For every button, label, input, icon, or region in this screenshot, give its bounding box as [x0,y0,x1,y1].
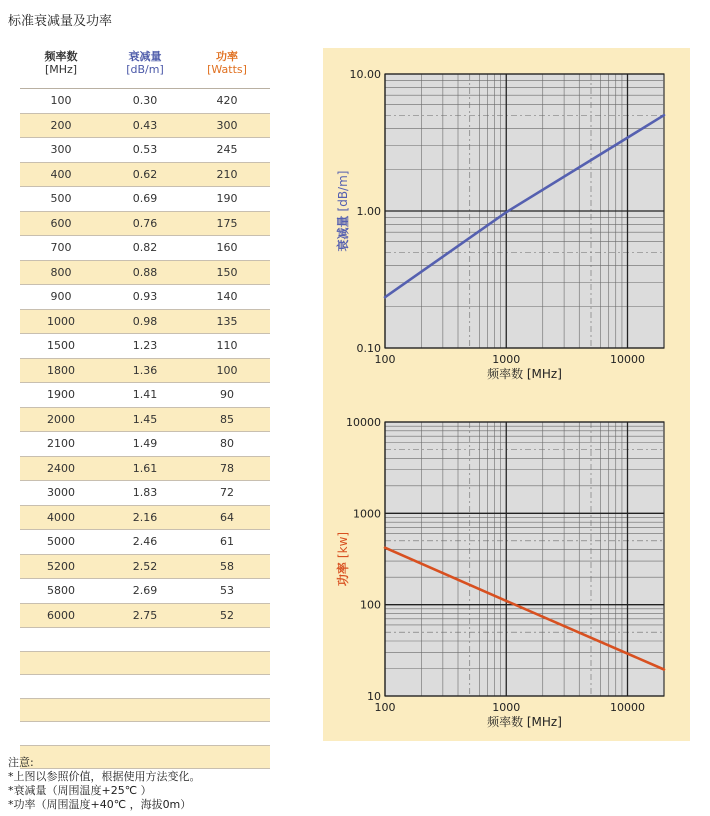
y-tick-label: 1000 [353,507,381,521]
table-row [20,530,270,555]
y-tick-label: 10 [367,690,381,703]
atten-cell: 2.52 [132,559,158,573]
atten-cell: 1.36 [132,363,158,377]
y-tick-label: 0.10 [356,342,381,355]
y-tick-label: 10000 [346,416,381,429]
header-attenuation: 衰减量 [dB/m] [126,50,164,76]
freq-cell: 300 [50,143,72,156]
power-cell: 245 [216,143,238,156]
table-row [20,506,270,531]
x-axis-label: 频率数 [MHz] [487,715,562,729]
freq-cell: 1900 [47,388,75,401]
power-cell: 80 [220,437,234,450]
power-cell: 78 [220,461,234,475]
freq-cell: 700 [50,241,72,254]
power-cell: 53 [220,584,234,597]
y-tick-label: 100 [360,598,381,612]
table-row [20,334,270,359]
power-cell: 150 [216,265,238,279]
atten-cell: 0.43 [132,118,158,132]
table-row [20,114,270,139]
table-row [20,432,270,457]
table-row [20,579,270,604]
freq-cell: 600 [50,216,72,230]
atten-cell: 1.61 [132,461,158,475]
freq-cell: 6000 [47,608,75,622]
table-row [20,89,270,114]
power-cell: 72 [220,486,234,499]
atten-cell: 0.76 [132,216,158,230]
empty-row [20,675,270,699]
table-row [20,383,270,408]
atten-cell: 0.69 [132,192,158,205]
atten-cell: 2.16 [132,510,158,524]
atten-cell: 0.30 [132,94,158,107]
x-tick-label: 100 [374,701,396,714]
freq-cell: 900 [50,290,72,303]
freq-cell: 800 [50,265,72,279]
power-cell: 110 [216,339,238,352]
table-row [20,457,270,482]
x-tick-label: 10000 [610,701,646,714]
power-chart [323,396,690,736]
atten-cell: 2.69 [132,584,158,597]
table-row [20,604,270,629]
y-axis-label [335,532,350,586]
atten-cell: 0.93 [132,290,158,303]
empty-row [20,628,270,652]
y-axis-label-unit: [kw] [336,531,350,559]
y-tick-label: 10.00 [349,68,381,81]
note-item: *上图以参照价值，根据使用方法变化。 [8,770,201,783]
y-axis-label-unit: [dB/m] [336,170,350,212]
freq-cell: 2100 [47,437,75,450]
freq-cell: 5200 [47,559,75,573]
atten-cell: 1.83 [132,486,158,499]
header-power: 功率 [Watts] [207,50,247,76]
power-cell: 210 [216,167,238,181]
freq-cell: 3000 [47,486,75,499]
freq-cell: 500 [50,192,72,205]
header-frequency: 频率数 [MHz] [44,50,78,76]
atten-cell: 1.41 [132,388,158,401]
atten-cell: 1.49 [132,437,158,450]
empty-row [20,652,270,676]
atten-cell: 0.88 [132,265,158,279]
table-row [20,555,270,580]
notes-heading: 注意: [8,756,34,769]
freq-cell: 1000 [47,314,75,328]
table-row [20,138,270,163]
x-tick-label: 10000 [610,353,646,366]
power-cell: 175 [216,216,238,230]
table-row [20,285,270,310]
table-row [20,408,270,433]
table-row [20,310,270,335]
power-cell: 61 [220,535,234,548]
table-row [20,163,270,188]
freq-cell: 2000 [47,412,75,426]
table-row [20,261,270,286]
atten-cell: 0.82 [132,241,158,254]
power-cell: 58 [220,559,234,573]
table-row [20,481,270,506]
freq-cell: 2400 [47,461,75,475]
power-cell: 52 [220,608,234,622]
x-tick-label: 100 [374,353,396,366]
freq-cell: 4000 [47,510,75,524]
freq-cell: 100 [50,94,72,107]
power-cell: 420 [216,94,238,107]
y-axis-label-name: 衰减量 [336,215,350,252]
y-tick-label: 1.00 [356,205,381,218]
atten-cell: 2.46 [132,535,158,548]
power-cell: 300 [216,118,238,132]
chart-panel [323,48,690,741]
attenuation-chart [323,48,690,388]
x-tick-label: 1000 [492,701,521,714]
freq-cell: 400 [50,167,72,181]
spec-table [20,48,270,769]
atten-cell: 2.75 [132,608,158,622]
atten-cell: 0.53 [132,143,158,156]
page-title: 标准衰减量及功率 [8,14,113,29]
power-cell: 100 [216,363,238,377]
y-axis-label [335,171,350,252]
note-item: *功率（周围温度+40℃ ，海拔0m） [8,798,192,811]
table-body [20,89,270,769]
table-row [20,212,270,237]
table-row [20,236,270,261]
power-cell: 90 [220,388,234,401]
note-item: *衰减量（周围温度+25℃ ） [8,784,152,797]
atten-cell: 1.23 [132,339,158,352]
freq-cell: 5800 [47,584,75,597]
atten-cell: 0.62 [132,167,158,181]
power-cell: 140 [216,290,238,303]
empty-row [20,699,270,723]
power-cell: 85 [220,412,234,426]
power-cell: 135 [216,314,238,328]
freq-cell: 5000 [47,535,75,548]
x-axis-label: 频率数 [MHz] [487,367,562,381]
freq-cell: 1500 [47,339,75,352]
power-cell: 64 [220,510,234,524]
notes [8,756,201,812]
table-row [20,359,270,384]
freq-cell: 200 [50,118,72,132]
atten-cell: 1.45 [132,412,158,426]
atten-cell: 0.98 [132,314,158,328]
power-cell: 190 [216,192,238,205]
empty-row [20,722,270,746]
table-row [20,187,270,212]
table-header [20,48,270,89]
power-cell: 160 [216,241,238,254]
freq-cell: 1800 [47,363,75,377]
y-axis-label-name: 功率 [336,562,350,587]
x-tick-label: 1000 [492,353,521,366]
